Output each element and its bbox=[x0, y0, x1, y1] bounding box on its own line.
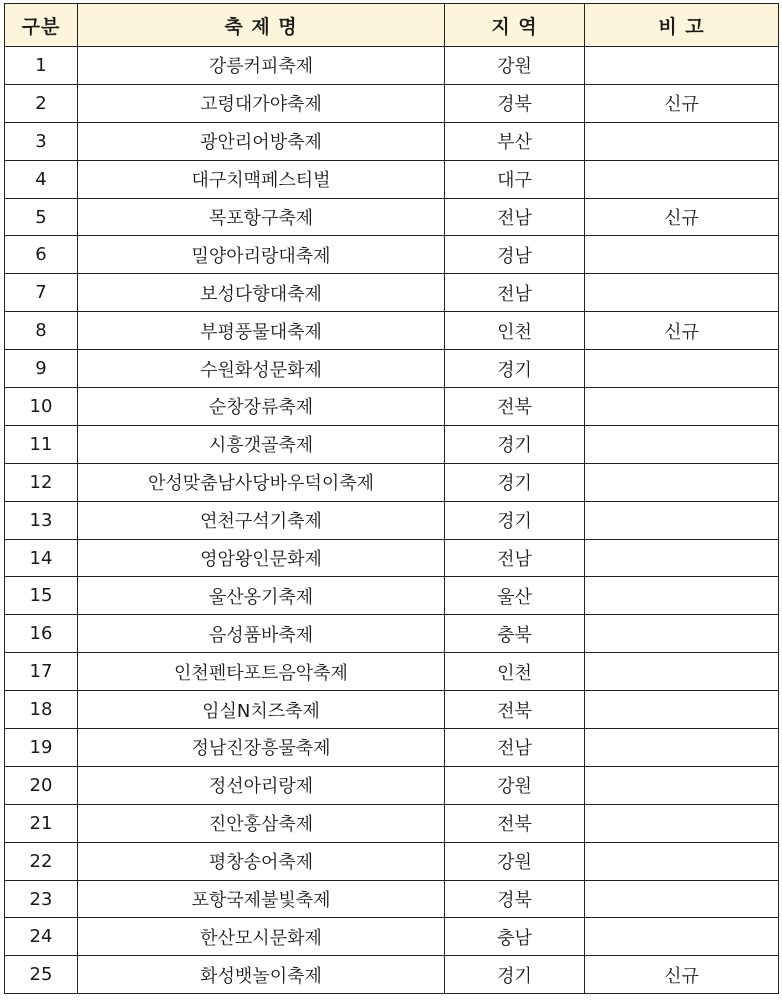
cell-note: 신규 bbox=[585, 956, 779, 994]
cell-region: 부산 bbox=[445, 122, 585, 160]
cell-note bbox=[585, 160, 779, 198]
cell-note bbox=[585, 236, 779, 274]
cell-festival-name: 인천펜타포트음악축제 bbox=[78, 653, 445, 691]
header-row bbox=[5, 4, 779, 47]
cell-region: 경기 bbox=[445, 463, 585, 501]
festival-table bbox=[4, 3, 779, 994]
cell-number: 18 bbox=[5, 691, 78, 729]
cell-festival-name: 고령대가야축제 bbox=[78, 84, 445, 122]
cell-festival-name: 부평풍물대축제 bbox=[78, 312, 445, 350]
cell-festival-name: 한산모시문화제 bbox=[78, 918, 445, 956]
cell-region: 전북 bbox=[445, 388, 585, 426]
cell-number: 13 bbox=[5, 501, 78, 539]
cell-note bbox=[585, 766, 779, 804]
cell-number: 11 bbox=[5, 425, 78, 463]
cell-festival-name: 보성다향대축제 bbox=[78, 274, 445, 312]
cell-note bbox=[585, 47, 779, 85]
cell-note bbox=[585, 729, 779, 767]
cell-festival-name: 안성맞춤남사당바우덕이축제 bbox=[78, 463, 445, 501]
table-row bbox=[5, 84, 779, 122]
cell-number: 21 bbox=[5, 804, 78, 842]
cell-region: 전남 bbox=[445, 539, 585, 577]
cell-number: 19 bbox=[5, 729, 78, 767]
cell-region: 강원 bbox=[445, 47, 585, 85]
cell-number: 10 bbox=[5, 388, 78, 426]
cell-festival-name: 정남진장흥물축제 bbox=[78, 729, 445, 767]
cell-note bbox=[585, 388, 779, 426]
cell-festival-name: 임실N치즈축제 bbox=[78, 691, 445, 729]
table-row bbox=[5, 501, 779, 539]
cell-region: 전남 bbox=[445, 274, 585, 312]
cell-region: 인천 bbox=[445, 653, 585, 691]
cell-note bbox=[585, 653, 779, 691]
cell-note bbox=[585, 842, 779, 880]
cell-number: 8 bbox=[5, 312, 78, 350]
cell-festival-name: 연천구석기축제 bbox=[78, 501, 445, 539]
cell-festival-name: 수원화성문화제 bbox=[78, 350, 445, 388]
cell-region: 대구 bbox=[445, 160, 585, 198]
cell-number: 5 bbox=[5, 198, 78, 236]
cell-note bbox=[585, 463, 779, 501]
table-row bbox=[5, 350, 779, 388]
table-row bbox=[5, 274, 779, 312]
cell-region: 충북 bbox=[445, 615, 585, 653]
cell-number: 17 bbox=[5, 653, 78, 691]
cell-number: 20 bbox=[5, 766, 78, 804]
header-note: 비 고 bbox=[585, 4, 779, 47]
cell-number: 6 bbox=[5, 236, 78, 274]
cell-festival-name: 광안리어방축제 bbox=[78, 122, 445, 160]
cell-note bbox=[585, 350, 779, 388]
cell-festival-name: 대구치맥페스티벌 bbox=[78, 160, 445, 198]
cell-number: 3 bbox=[5, 122, 78, 160]
header-festival-name: 축 제 명 bbox=[78, 4, 445, 47]
cell-note bbox=[585, 577, 779, 615]
table-row bbox=[5, 691, 779, 729]
cell-region: 경기 bbox=[445, 501, 585, 539]
cell-festival-name: 울산옹기축제 bbox=[78, 577, 445, 615]
cell-festival-name: 밀양아리랑대축제 bbox=[78, 236, 445, 274]
cell-note bbox=[585, 539, 779, 577]
table-body bbox=[5, 47, 779, 994]
cell-note: 신규 bbox=[585, 198, 779, 236]
cell-number: 14 bbox=[5, 539, 78, 577]
cell-note bbox=[585, 122, 779, 160]
cell-region: 경기 bbox=[445, 425, 585, 463]
table-row bbox=[5, 653, 779, 691]
cell-note bbox=[585, 615, 779, 653]
cell-festival-name: 음성품바축제 bbox=[78, 615, 445, 653]
cell-number: 15 bbox=[5, 577, 78, 615]
cell-number: 2 bbox=[5, 84, 78, 122]
cell-region: 전북 bbox=[445, 804, 585, 842]
table-row bbox=[5, 615, 779, 653]
cell-region: 강원 bbox=[445, 766, 585, 804]
cell-region: 충남 bbox=[445, 918, 585, 956]
table-row bbox=[5, 804, 779, 842]
cell-region: 전남 bbox=[445, 729, 585, 767]
cell-festival-name: 순창장류축제 bbox=[78, 388, 445, 426]
cell-number: 1 bbox=[5, 47, 78, 85]
table-row bbox=[5, 47, 779, 85]
cell-region: 경북 bbox=[445, 880, 585, 918]
cell-festival-name: 목포항구축제 bbox=[78, 198, 445, 236]
cell-number: 23 bbox=[5, 880, 78, 918]
cell-festival-name: 화성뱃놀이축제 bbox=[78, 956, 445, 994]
table-row bbox=[5, 766, 779, 804]
table-row bbox=[5, 160, 779, 198]
table-row bbox=[5, 463, 779, 501]
cell-note: 신규 bbox=[585, 84, 779, 122]
cell-note bbox=[585, 274, 779, 312]
header-region: 지 역 bbox=[445, 4, 585, 47]
cell-number: 7 bbox=[5, 274, 78, 312]
cell-region: 경남 bbox=[445, 236, 585, 274]
cell-number: 25 bbox=[5, 956, 78, 994]
cell-region: 인천 bbox=[445, 312, 585, 350]
cell-note bbox=[585, 918, 779, 956]
table-row bbox=[5, 956, 779, 994]
cell-note bbox=[585, 425, 779, 463]
cell-festival-name: 정선아리랑제 bbox=[78, 766, 445, 804]
table-row bbox=[5, 425, 779, 463]
cell-region: 전남 bbox=[445, 198, 585, 236]
table-header bbox=[5, 4, 779, 47]
cell-region: 경북 bbox=[445, 84, 585, 122]
table-row bbox=[5, 842, 779, 880]
header-number: 구분 bbox=[5, 4, 78, 47]
cell-region: 전북 bbox=[445, 691, 585, 729]
table-row bbox=[5, 388, 779, 426]
table-row bbox=[5, 236, 779, 274]
cell-note bbox=[585, 691, 779, 729]
cell-region: 경기 bbox=[445, 956, 585, 994]
cell-number: 4 bbox=[5, 160, 78, 198]
cell-festival-name: 진안홍삼축제 bbox=[78, 804, 445, 842]
table-row bbox=[5, 122, 779, 160]
cell-festival-name: 강릉커피축제 bbox=[78, 47, 445, 85]
cell-note bbox=[585, 880, 779, 918]
cell-note: 신규 bbox=[585, 312, 779, 350]
cell-region: 경기 bbox=[445, 350, 585, 388]
cell-note bbox=[585, 804, 779, 842]
table-row bbox=[5, 880, 779, 918]
table-row bbox=[5, 577, 779, 615]
cell-region: 강원 bbox=[445, 842, 585, 880]
table-row bbox=[5, 312, 779, 350]
cell-number: 22 bbox=[5, 842, 78, 880]
cell-region: 울산 bbox=[445, 577, 585, 615]
table-row bbox=[5, 918, 779, 956]
cell-number: 12 bbox=[5, 463, 78, 501]
cell-festival-name: 영암왕인문화제 bbox=[78, 539, 445, 577]
cell-festival-name: 포항국제불빛축제 bbox=[78, 880, 445, 918]
table-row bbox=[5, 729, 779, 767]
cell-festival-name: 시흥갯골축제 bbox=[78, 425, 445, 463]
table-row bbox=[5, 539, 779, 577]
cell-festival-name: 평창송어축제 bbox=[78, 842, 445, 880]
table-row bbox=[5, 198, 779, 236]
cell-number: 16 bbox=[5, 615, 78, 653]
cell-number: 9 bbox=[5, 350, 78, 388]
cell-note bbox=[585, 501, 779, 539]
cell-number: 24 bbox=[5, 918, 78, 956]
